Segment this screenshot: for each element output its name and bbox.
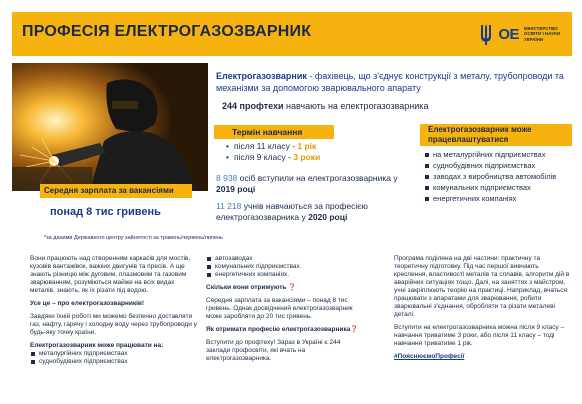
text-column-3 (394, 255, 570, 361)
welder-illustration (12, 63, 208, 191)
list-item: комунальних підприємствах (206, 263, 366, 271)
workplaces-label: Електрогазозварник може працевлаштуватися (428, 125, 532, 144)
question-icon: ❓ (350, 326, 359, 333)
question-icon: ❓ (288, 284, 297, 291)
profession-definition (216, 70, 572, 94)
list-item: енергетичних компаніях. (206, 271, 366, 279)
trident-icon (479, 23, 493, 45)
text-column-1 (30, 255, 198, 366)
school-count-number: 244 профтехи (222, 101, 284, 111)
welder-photo (12, 63, 208, 191)
list (30, 350, 198, 366)
ministry-logo (479, 19, 566, 49)
training-term-list (226, 141, 320, 163)
profession-term: Електрогазозварник (216, 71, 307, 81)
list-item: металургійних підприємствах (30, 350, 198, 358)
list-item: енергетичних компаніях (424, 194, 574, 203)
paragraph: Завдяки їхній роботі ми можемо безпечно доставляти газ, нафту, гарячу і холодну воду через трубопроводи у будь-яку точку країни. (30, 313, 197, 336)
list-item: комунальних підприємствах (424, 183, 574, 192)
school-count-text: навчають на електрогазозварника (283, 101, 429, 111)
list-item: суднобудівних підприємствах (30, 358, 198, 366)
salary-value: понад 8 тис гривень (50, 206, 161, 218)
salary-banner (40, 184, 192, 198)
ministry-name: МІНІСТЕРСТВО ОСВІТИ І НАУКИ УКРАЇНИ (524, 25, 561, 42)
salary-label: Середня зарплата за вакансіями (44, 186, 174, 195)
salary-footnote-mark: * (193, 184, 197, 194)
hashtag-link[interactable]: #ПояснюємоПрофесії (394, 353, 465, 360)
ministry-mark: ОЕ (498, 25, 519, 43)
paragraph: Вони працюють над створенням каркасів для мостів, кузовів вантажівок, важких двигунів та пресів. А ще знають різницю між дуговим, плазмовим та газовим зварюванням, розуміються майже на всіх видах металів, знають, як їх різати під водою. (30, 255, 191, 294)
workplaces-list (424, 150, 574, 205)
list-item: автозаводах (206, 255, 366, 263)
list (206, 255, 366, 279)
question-heading: Скільки вони отримують ❓ (206, 284, 297, 291)
subheading: Електрогазозварник може працювати на: (30, 342, 164, 349)
paragraph: Програма поділена на дві частини: практичну та теоретичну підготовку. Під час першої вивчають креслення, властивості металів та сплавів, алгоритм дій в аварійних ситуаціях тощо. Далі, на заняттях з майстром, учні закріплюють теорію на практиці. Наприклад, вчаться працювати з апаратами для зварювання, робити зварювальні з'єднання, обробляти та різати металеві деталі. (394, 255, 570, 318)
training-term-label: Термін навчання (232, 127, 303, 137)
question-heading: Як отримати професію електрогазозварника❓ (206, 326, 359, 333)
stat-2019: 8 938 осіб вступили на електрогазозварника у 2019 році (216, 173, 398, 194)
list-item: • після 9 класу - 3 роки (226, 152, 320, 163)
list-item: суднобудівних підприємствах (424, 161, 574, 170)
stat-2020: 11 218 учнів навчаються за професією електрогазозварника у 2020 році (216, 201, 368, 222)
paragraph: Середня зарплата за вакансіями – понад 8 тис гривень. Однак досвідчений електрогазозварник може заробляти до 20 тис гривень. (206, 297, 353, 320)
training-term-banner (214, 125, 334, 139)
paragraph: Вступити на електрогазозварника можна після 9 класу – навчання триватиме 3 роки, або після 11 класу – тоді навчання триватиме 1 рік. (394, 324, 565, 347)
school-count (222, 101, 428, 111)
header-banner (12, 12, 572, 56)
definition-text: - фахівець, що з'єднує конструкції з металу, трубопроводи та механізми за допомогою зварювального апарату (216, 71, 564, 93)
list-item: на металургійних підприємствах (424, 150, 574, 159)
list-item: • після 11 класу - 1 рік (226, 141, 320, 152)
list-item: заводах з виробництва автомобілів (424, 172, 574, 181)
paragraph: Вступити до профтеху! Зараз в Україні є 244 заклади профосвіти, які вчать на електрогазозварника. (206, 339, 341, 362)
page-title: ПРОФЕСІЯ ЕЛЕКТРОГАЗОЗВАРНИК (22, 23, 312, 40)
footnote: *за даними Державного центру зайнятості за травень/червень/липень (44, 235, 223, 241)
workplaces-banner (420, 124, 572, 146)
subheading: Усе це – про електрогазозварників! (30, 300, 145, 307)
text-column-2 (206, 255, 366, 363)
